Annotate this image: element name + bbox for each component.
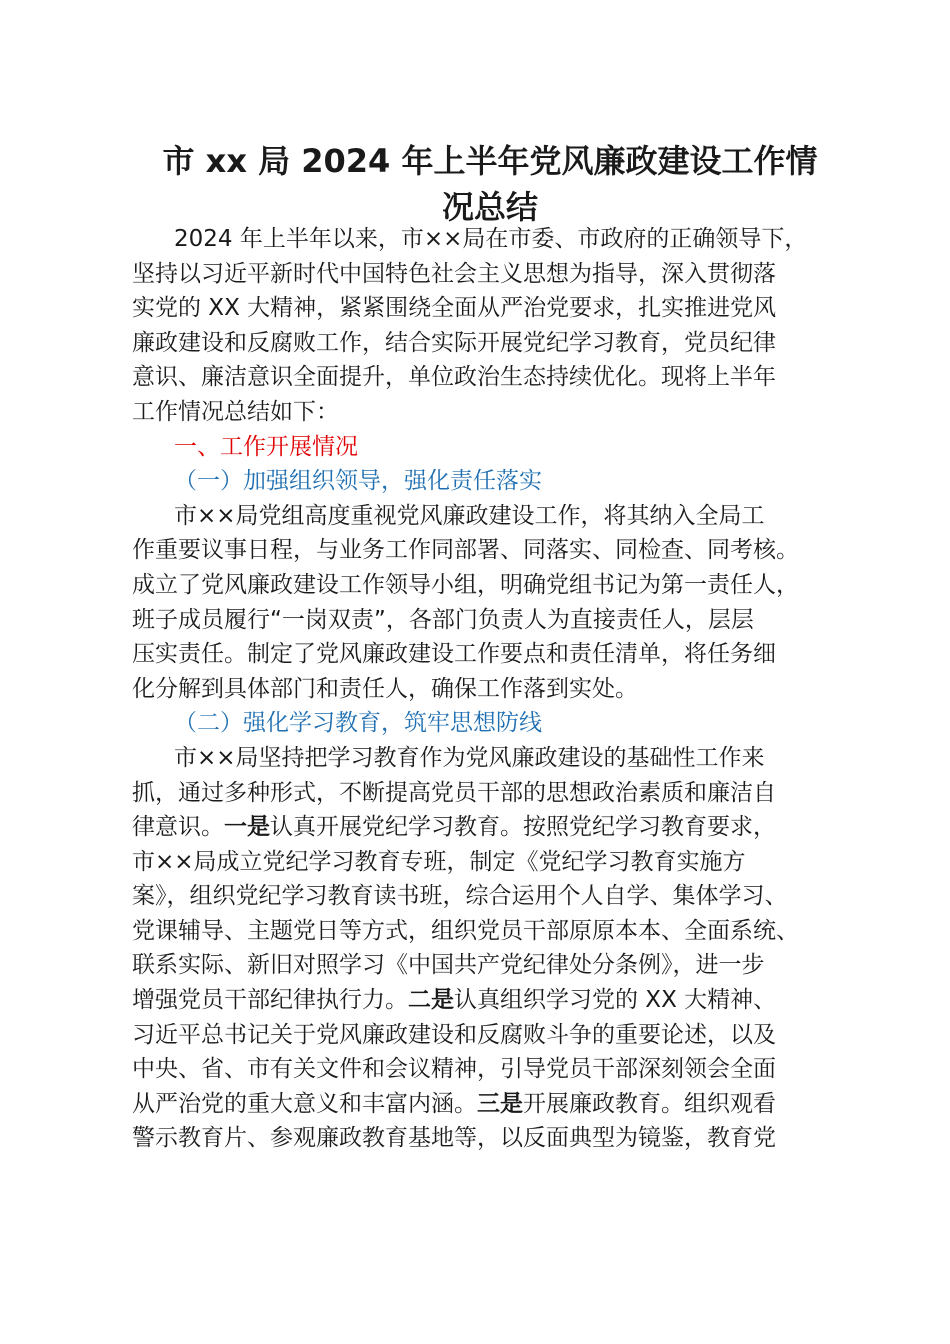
- paragraph-line: 市××局坚持把学习教育作为党风廉政建设的基础性工作来: [174, 744, 765, 771]
- title-line-2: 况总结: [441, 188, 538, 226]
- paragraph-line: 成立了党风廉政建设工作领导小组，明确党组书记为第一责任人，: [132, 571, 799, 598]
- intro-line: 廉政建设和反腐败工作，结合实际开展党纪学习教育，党员纪律: [132, 329, 776, 356]
- paragraph-line: 党课辅导、主题党日等方式，组织党员干部原原本本、全面系统、: [132, 917, 799, 944]
- paragraph-line: 抓，通过多种形式，不断提高党员干部的思想政治素质和廉洁自: [132, 779, 776, 806]
- paragraph-line: 警示教育片、参观廉政教育基地等，以反面典型为镜鉴，教育党: [132, 1125, 776, 1152]
- bold-marker: 二是: [408, 987, 454, 1014]
- section-heading: 一、工作开展情况: [174, 433, 358, 460]
- bold-marker: 一是: [224, 814, 270, 841]
- intro-line: 坚持以习近平新时代中国特色社会主义思想为指导，深入贯彻落: [132, 260, 776, 287]
- paragraph-line: 市××局成立党纪学习教育专班，制定《党纪学习教育实施方: [132, 848, 746, 875]
- intro-line: 工作情况总结如下：: [132, 398, 339, 425]
- paragraph-line: [132, 1087, 872, 1122]
- paragraph-line: 作重要议事日程，与业务工作同部署、同落实、同检查、同考核。: [132, 537, 799, 564]
- title-line-1: 市 xx 局 2024 年上半年党风廉政建设工作情: [162, 142, 818, 180]
- document-body: [132, 222, 872, 1156]
- intro-line: 2024 年上半年以来，市××局在市委、市政府的正确领导下，: [174, 226, 808, 252]
- intro-line: 意识、廉洁意识全面提升，单位政治生态持续优化。现将上半年: [132, 364, 776, 391]
- bold-marker: 三是: [477, 1090, 523, 1117]
- subsection-heading: （一）加强组织领导，强化责任落实: [174, 468, 542, 495]
- text-run: 律意识。: [132, 814, 224, 841]
- paragraph-line: [132, 810, 872, 845]
- paragraph-line: 联系实际、新旧对照学习《中国共产党纪律处分条例》，进一步: [132, 952, 765, 979]
- paragraph-line: 案》，组织党纪学习教育读书班，综合运用个人自学、集体学习、: [132, 883, 788, 910]
- intro-line: 实党的 XX 大精神，紧紧围绕全面从严治党要求，扎实推进党风: [132, 295, 777, 322]
- text-run: 增强党员干部纪律执行力。: [132, 987, 408, 1014]
- subsection-heading: （二）强化学习教育，筑牢思想防线: [174, 710, 542, 737]
- paragraph-line: 压实责任。制定了党风廉政建设工作要点和责任清单，将任务细: [132, 641, 776, 668]
- text-run: 认真组织学习党的 XX 大精神、: [454, 987, 777, 1014]
- paragraph-line: [132, 983, 872, 1018]
- paragraph-line: 班子成员履行“一岗双责”，各部门负责人为直接责任人，层层: [132, 606, 754, 633]
- text-run: 从严治党的重大意义和丰富内涵。: [132, 1090, 477, 1117]
- document-title: [130, 138, 850, 230]
- paragraph-line: 市××局党组高度重视党风廉政建设工作，将其纳入全局工: [174, 502, 765, 529]
- paragraph-line: 化分解到具体部门和责任人，确保工作落到实处。: [132, 675, 638, 702]
- text-run: 开展廉政教育。组织观看: [523, 1090, 776, 1117]
- paragraph-line: 习近平总书记关于党风廉政建设和反腐败斗争的重要论述，以及: [132, 1021, 776, 1048]
- paragraph-line: 中央、省、市有关文件和会议精神，引导党员干部深刻领会全面: [132, 1056, 776, 1083]
- text-run: 认真开展党纪学习教育。按照党纪学习教育要求，: [270, 814, 776, 841]
